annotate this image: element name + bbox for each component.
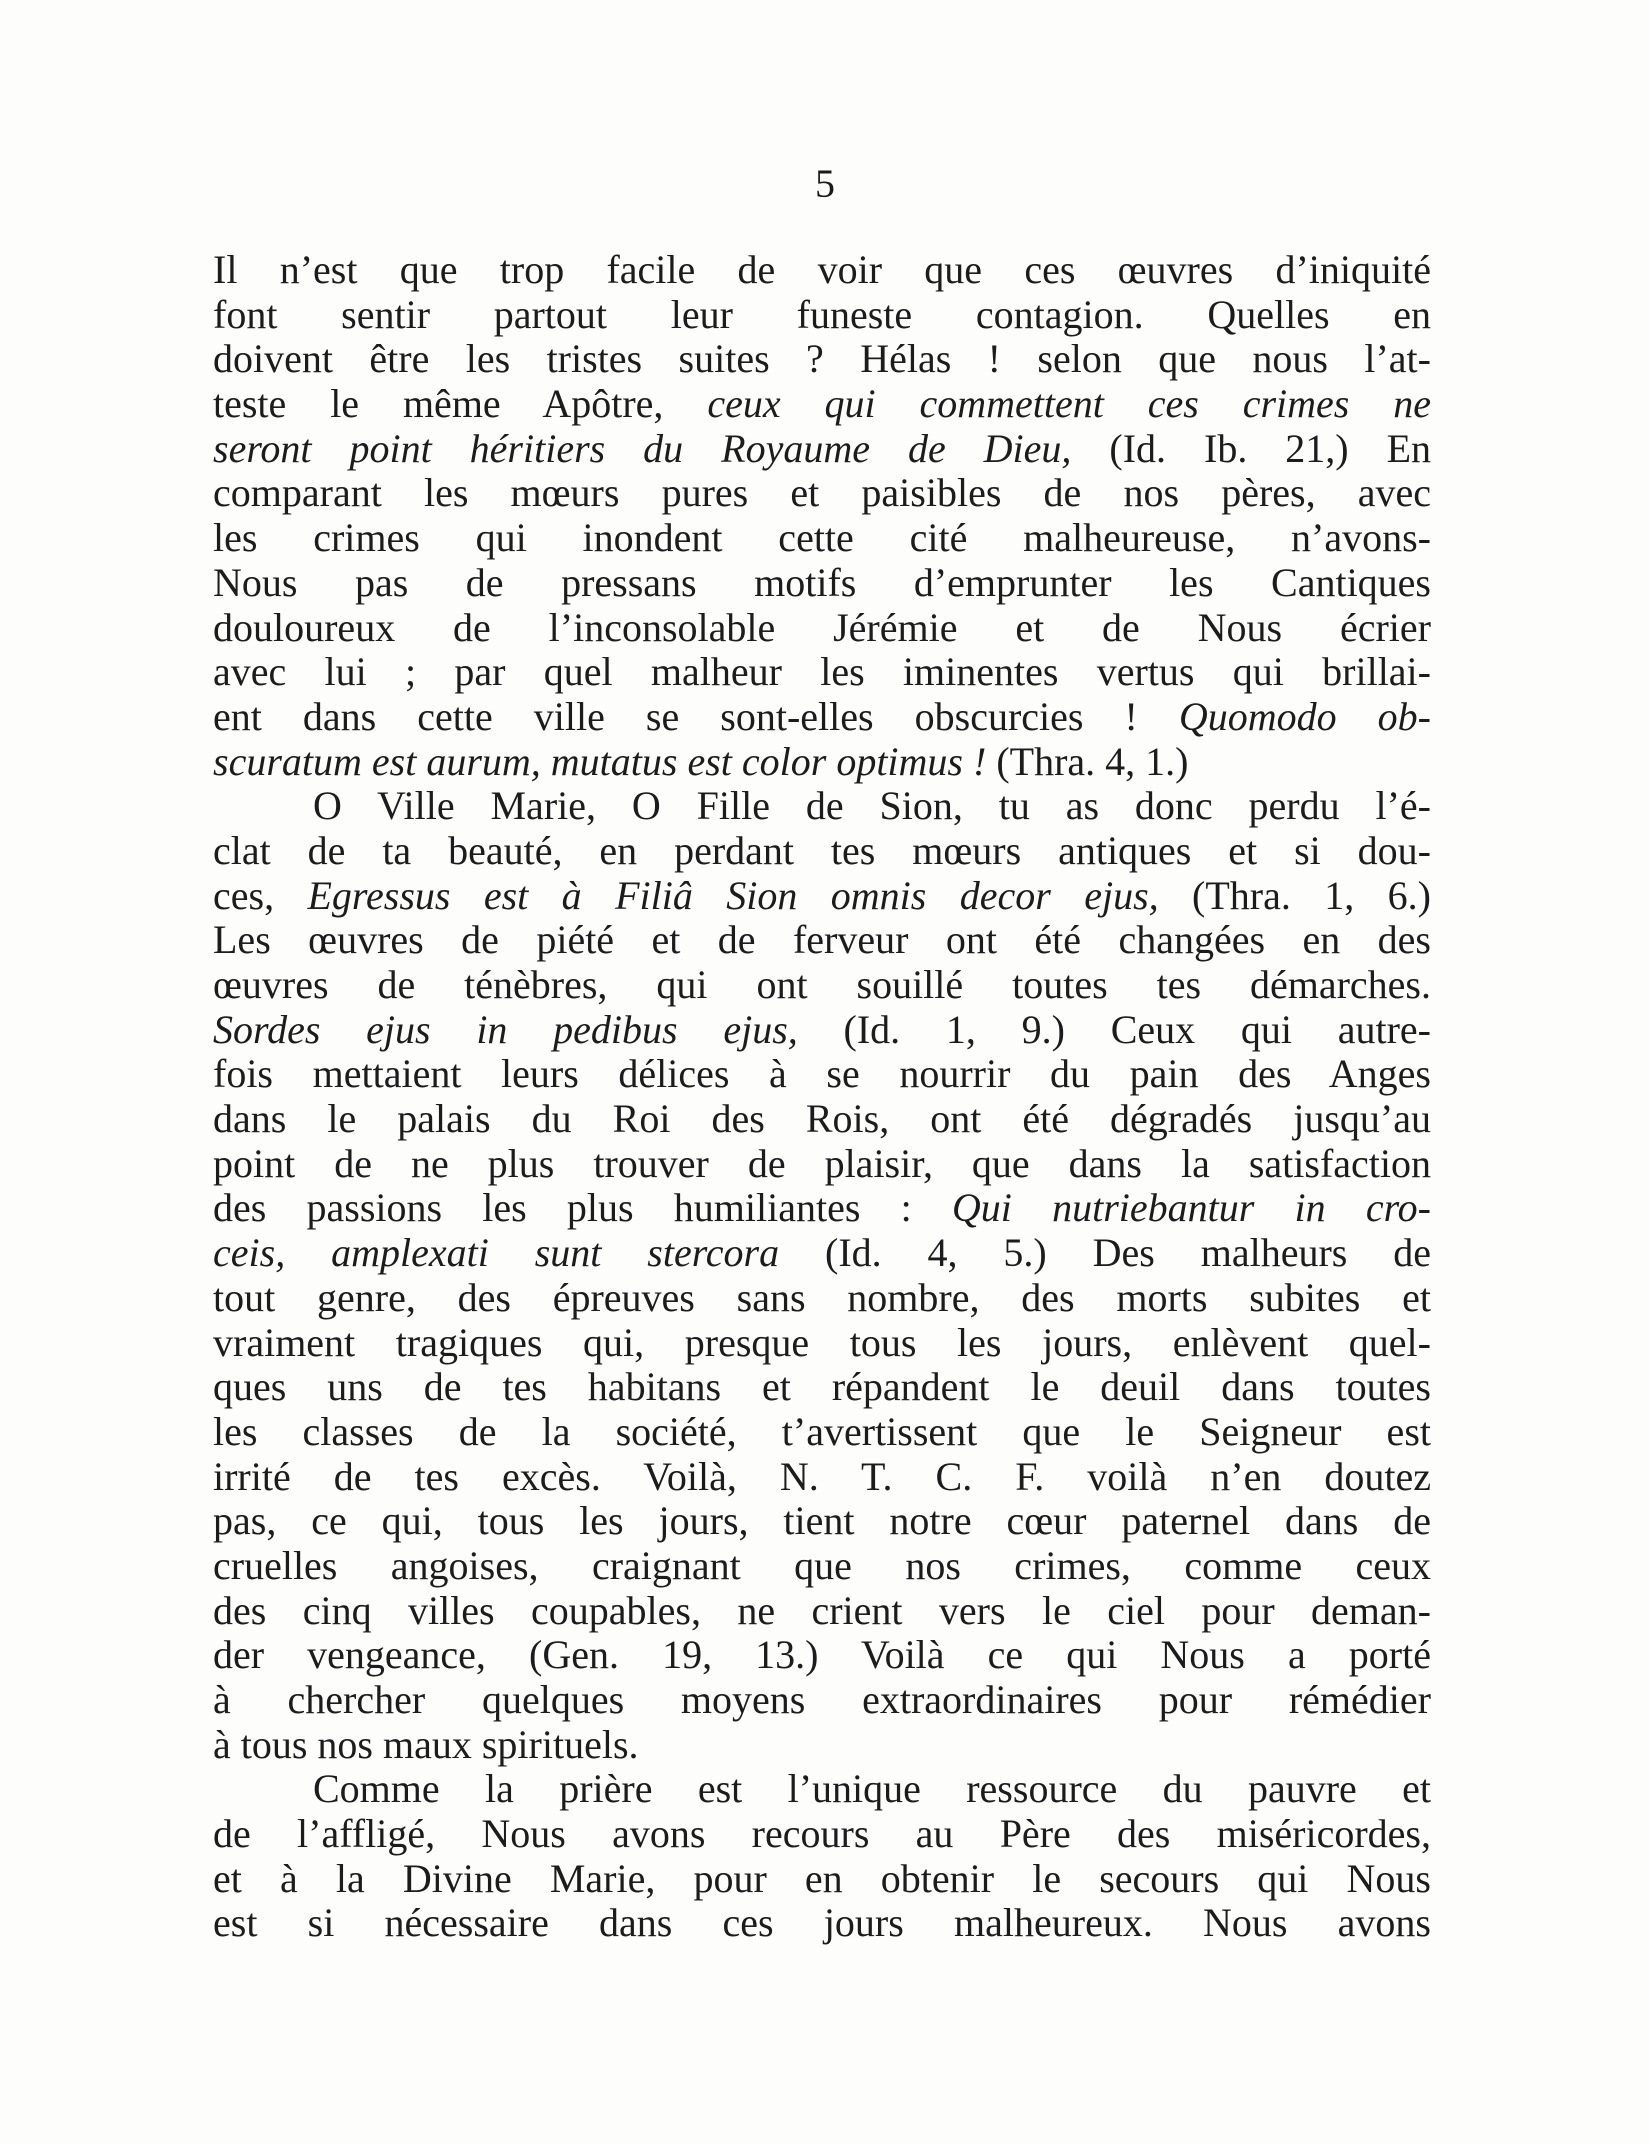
latin-quotation: Egressus est à Filiâ Sion omnis decor ejus, bbox=[307, 873, 1159, 918]
latin-quotation: ceux qui commettent ces crimes ne bbox=[707, 382, 1431, 427]
text-line bbox=[213, 1097, 1431, 1142]
text-line bbox=[213, 427, 1431, 472]
line-text: der vengeance, (Gen. 19, 13.) Voilà ce qui Nous a porté bbox=[213, 1633, 1431, 1678]
line-text: font sentir partout leur funeste contagion. Quelles en bbox=[213, 292, 1431, 337]
line-text: doivent être les tristes suites ? Hélas ! selon que nous l’at- bbox=[213, 337, 1431, 382]
citation-reference: (Thra. 1, 6.) bbox=[1158, 873, 1431, 918]
line-text: O Ville Marie, O Fille de Sion, tu as donc perdu l’é- bbox=[313, 784, 1431, 829]
text-line bbox=[213, 1767, 1431, 1812]
text-line bbox=[213, 606, 1431, 651]
line-text: douloureux de l’inconsolable Jérémie et de Nous écrier bbox=[213, 605, 1431, 650]
line-text: ques uns de tes habitans et répandent le deuil dans toutes bbox=[213, 1365, 1431, 1410]
text-line bbox=[213, 829, 1431, 874]
text-line bbox=[213, 1499, 1431, 1544]
text-line bbox=[213, 695, 1431, 740]
page-number: 5 bbox=[815, 161, 835, 206]
citation-reference: (Id. 4, 5.) Des malheurs de bbox=[779, 1231, 1431, 1276]
text-line bbox=[213, 874, 1431, 919]
latin-quotation: scuratum est aurum, mutatus est color optimus ! bbox=[213, 739, 987, 784]
text-line bbox=[213, 1678, 1431, 1723]
latin-quotation: Sordes ejus in pedibus ejus, bbox=[213, 1007, 798, 1052]
text-line bbox=[213, 1276, 1431, 1321]
citation-reference: (Id. 1, 9.) Ceux qui autre- bbox=[797, 1007, 1431, 1052]
text-line bbox=[213, 561, 1431, 606]
text-line bbox=[213, 1812, 1431, 1857]
line-text: tout genre, des épreuves sans nombre, des morts subites et bbox=[213, 1275, 1431, 1320]
text-line bbox=[213, 471, 1431, 516]
text-line bbox=[213, 1544, 1431, 1589]
line-text: fois mettaient leurs délices à se nourrir du pain des Anges bbox=[213, 1052, 1431, 1097]
text-line bbox=[213, 1052, 1431, 1097]
text-line bbox=[213, 1723, 1431, 1768]
citation-reference: (Thra. 4, 1.) bbox=[986, 739, 1189, 784]
line-text: les crimes qui inondent cette cité malheureuse, n’avons- bbox=[213, 516, 1431, 561]
text-line bbox=[213, 248, 1431, 293]
line-text: à tous nos maux spirituels. bbox=[213, 1722, 639, 1767]
text-line bbox=[213, 918, 1431, 963]
text-line bbox=[213, 1008, 1431, 1053]
line-text: clat de ta beauté, en perdant tes mœurs antiques et si dou- bbox=[213, 828, 1431, 873]
line-text: teste le même Apôtre, bbox=[213, 382, 708, 427]
text-line bbox=[213, 337, 1431, 382]
line-text: des cinq villes coupables, ne crient vers le ciel pour deman- bbox=[213, 1588, 1431, 1633]
text-line bbox=[213, 963, 1431, 1008]
citation-reference: (Id. Ib. 21,) En bbox=[1071, 426, 1431, 471]
line-text: des passions les plus humiliantes : bbox=[213, 1186, 952, 1231]
body-text bbox=[213, 248, 1431, 1946]
line-text: cruelles angoises, craignant que nos crimes, comme ceux bbox=[213, 1543, 1431, 1588]
line-text: irrité de tes excès. Voilà, N. T. C. F. voilà n’en doutez bbox=[213, 1454, 1431, 1499]
text-line bbox=[213, 1142, 1431, 1187]
line-text: dans le palais du Roi des Rois, ont été dégradés jusqu’au bbox=[213, 1097, 1431, 1142]
text-line bbox=[213, 1410, 1431, 1455]
text-line bbox=[213, 382, 1431, 427]
text-line bbox=[213, 516, 1431, 561]
line-text: Comme la prière est l’unique ressource du pauvre et bbox=[313, 1767, 1431, 1812]
line-text: point de ne plus trouver de plaisir, que dans la satisfaction bbox=[213, 1141, 1431, 1186]
text-line bbox=[213, 1321, 1431, 1366]
line-text: vraiment tragiques qui, presque tous les jours, enlèvent quel- bbox=[213, 1320, 1431, 1365]
line-text: Nous pas de pressans motifs d’emprunter les Cantiques bbox=[213, 560, 1431, 605]
line-text: comparant les mœurs pures et paisibles de nos pères, avec bbox=[213, 471, 1431, 516]
text-line bbox=[213, 1455, 1431, 1500]
text-line bbox=[213, 1633, 1431, 1678]
line-text: est si nécessaire dans ces jours malheureux. Nous avons bbox=[213, 1901, 1431, 1946]
text-line bbox=[213, 740, 1431, 785]
latin-quotation: ceis, amplexati sunt stercora bbox=[213, 1231, 780, 1276]
line-text: Il n’est que trop facile de voir que ces œuvres d’iniquité bbox=[213, 248, 1431, 292]
text-line bbox=[213, 1901, 1431, 1946]
text-line bbox=[213, 650, 1431, 695]
line-text: œuvres de ténèbres, qui ont souillé toutes tes démarches. bbox=[213, 963, 1431, 1007]
text-line bbox=[213, 784, 1431, 829]
line-text: les classes de la société, t’avertissent que le Seigneur est bbox=[213, 1409, 1431, 1454]
text-line bbox=[213, 1231, 1431, 1276]
line-text: ces, bbox=[213, 873, 308, 918]
text-line bbox=[213, 1857, 1431, 1902]
text-line bbox=[213, 1186, 1431, 1231]
text-line bbox=[213, 293, 1431, 338]
latin-quotation: seront point héritiers du Royaume de Dieu, bbox=[213, 426, 1072, 471]
latin-quotation: Quomodo ob- bbox=[1178, 694, 1431, 739]
line-text: de l’affligé, Nous avons recours au Père des miséricordes, bbox=[213, 1812, 1431, 1857]
line-text: pas, ce qui, tous les jours, tient notre cœur paternel dans de bbox=[213, 1499, 1431, 1544]
line-text: Les œuvres de piété et de ferveur ont été changées en des bbox=[213, 918, 1431, 963]
line-text: ent dans cette ville se sont-elles obscurcies ! bbox=[213, 694, 1179, 739]
line-text: et à la Divine Marie, pour en obtenir le secours qui Nous bbox=[213, 1856, 1431, 1901]
line-text: avec lui ; par quel malheur les iminentes vertus qui brillai- bbox=[213, 650, 1431, 695]
line-text: à chercher quelques moyens extraordinaires pour rémédier bbox=[213, 1678, 1431, 1722]
latin-quotation: Qui nutriebantur in cro- bbox=[951, 1186, 1431, 1231]
text-line bbox=[213, 1365, 1431, 1410]
text-line bbox=[213, 1589, 1431, 1634]
